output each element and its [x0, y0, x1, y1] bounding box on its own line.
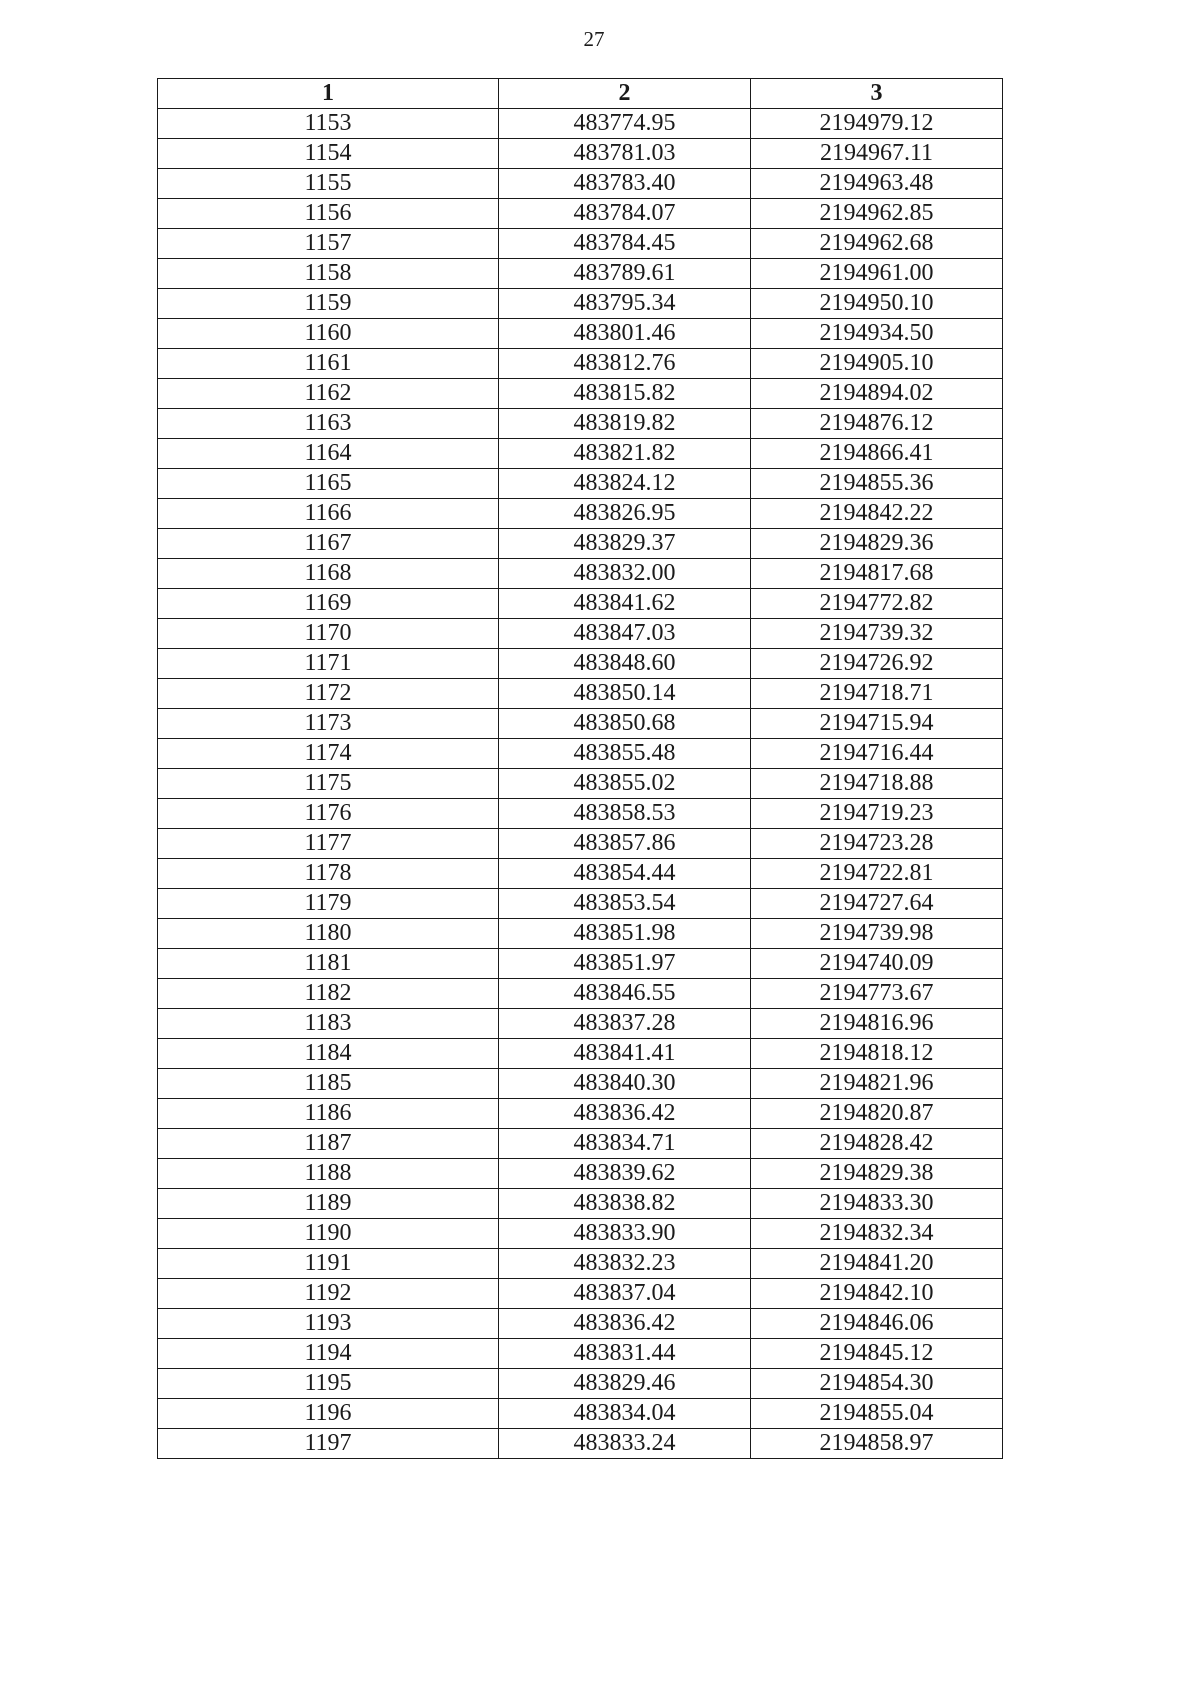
y-coordinate-cell: 2194962.85 — [751, 199, 1003, 229]
x-coordinate-cell: 483850.68 — [499, 709, 751, 739]
x-coordinate-cell: 483832.23 — [499, 1249, 751, 1279]
x-coordinate-cell: 483829.46 — [499, 1369, 751, 1399]
point-number-cell: 1176 — [158, 799, 499, 829]
y-coordinate-cell: 2194726.92 — [751, 649, 1003, 679]
table-row — [158, 1039, 1003, 1069]
x-coordinate-cell: 483832.00 — [499, 559, 751, 589]
table-row — [158, 649, 1003, 679]
x-coordinate-cell: 483829.37 — [499, 529, 751, 559]
table-row — [158, 559, 1003, 589]
y-coordinate-cell: 2194876.12 — [751, 409, 1003, 439]
x-coordinate-cell: 483846.55 — [499, 979, 751, 1009]
y-coordinate-cell: 2194739.32 — [751, 619, 1003, 649]
column-header: 3 — [751, 79, 1003, 109]
point-number-cell: 1197 — [158, 1429, 499, 1459]
point-number-cell: 1160 — [158, 319, 499, 349]
point-number-cell: 1178 — [158, 859, 499, 889]
y-coordinate-cell: 2194854.30 — [751, 1369, 1003, 1399]
x-coordinate-cell: 483833.24 — [499, 1429, 751, 1459]
x-coordinate-cell: 483801.46 — [499, 319, 751, 349]
x-coordinate-cell: 483851.97 — [499, 949, 751, 979]
x-coordinate-cell: 483833.90 — [499, 1219, 751, 1249]
point-number-cell: 1165 — [158, 469, 499, 499]
point-number-cell: 1175 — [158, 769, 499, 799]
x-coordinate-cell: 483834.71 — [499, 1129, 751, 1159]
point-number-cell: 1155 — [158, 169, 499, 199]
y-coordinate-cell: 2194979.12 — [751, 109, 1003, 139]
point-number-cell: 1179 — [158, 889, 499, 919]
table-row — [158, 829, 1003, 859]
point-number-cell: 1173 — [158, 709, 499, 739]
point-number-cell: 1167 — [158, 529, 499, 559]
point-number-cell: 1185 — [158, 1069, 499, 1099]
y-coordinate-cell: 2194829.36 — [751, 529, 1003, 559]
table-row — [158, 1279, 1003, 1309]
x-coordinate-cell: 483824.12 — [499, 469, 751, 499]
table-body — [158, 109, 1003, 1459]
y-coordinate-cell: 2194842.22 — [751, 499, 1003, 529]
x-coordinate-cell: 483837.04 — [499, 1279, 751, 1309]
y-coordinate-cell: 2194718.71 — [751, 679, 1003, 709]
y-coordinate-cell: 2194833.30 — [751, 1189, 1003, 1219]
point-number-cell: 1177 — [158, 829, 499, 859]
table-row — [158, 1369, 1003, 1399]
y-coordinate-cell: 2194832.34 — [751, 1219, 1003, 1249]
table-row — [158, 409, 1003, 439]
y-coordinate-cell: 2194773.67 — [751, 979, 1003, 1009]
y-coordinate-cell: 2194961.00 — [751, 259, 1003, 289]
x-coordinate-cell: 483821.82 — [499, 439, 751, 469]
x-coordinate-cell: 483815.82 — [499, 379, 751, 409]
y-coordinate-cell: 2194962.68 — [751, 229, 1003, 259]
table-row — [158, 349, 1003, 379]
y-coordinate-cell: 2194722.81 — [751, 859, 1003, 889]
point-number-cell: 1191 — [158, 1249, 499, 1279]
y-coordinate-cell: 2194820.87 — [751, 1099, 1003, 1129]
table-row — [158, 679, 1003, 709]
x-coordinate-cell: 483826.95 — [499, 499, 751, 529]
table-row — [158, 1189, 1003, 1219]
point-number-cell: 1154 — [158, 139, 499, 169]
table-row — [158, 379, 1003, 409]
x-coordinate-cell: 483857.86 — [499, 829, 751, 859]
point-number-cell: 1187 — [158, 1129, 499, 1159]
table-row — [158, 319, 1003, 349]
y-coordinate-cell: 2194719.23 — [751, 799, 1003, 829]
y-coordinate-cell: 2194817.68 — [751, 559, 1003, 589]
point-number-cell: 1168 — [158, 559, 499, 589]
x-coordinate-cell: 483854.44 — [499, 859, 751, 889]
x-coordinate-cell: 483834.04 — [499, 1399, 751, 1429]
point-number-cell: 1171 — [158, 649, 499, 679]
x-coordinate-cell: 483789.61 — [499, 259, 751, 289]
table-row — [158, 1219, 1003, 1249]
y-coordinate-cell: 2194772.82 — [751, 589, 1003, 619]
x-coordinate-cell: 483848.60 — [499, 649, 751, 679]
table-row — [158, 1339, 1003, 1369]
y-coordinate-cell: 2194739.98 — [751, 919, 1003, 949]
coordinates-table — [157, 78, 1003, 1459]
y-coordinate-cell: 2194967.11 — [751, 139, 1003, 169]
table-row — [158, 949, 1003, 979]
table-row — [158, 109, 1003, 139]
y-coordinate-cell: 2194866.41 — [751, 439, 1003, 469]
table-row — [158, 979, 1003, 1009]
table-row — [158, 1249, 1003, 1279]
x-coordinate-cell: 483847.03 — [499, 619, 751, 649]
point-number-cell: 1194 — [158, 1339, 499, 1369]
x-coordinate-cell: 483850.14 — [499, 679, 751, 709]
table-row — [158, 1159, 1003, 1189]
point-number-cell: 1184 — [158, 1039, 499, 1069]
point-number-cell: 1189 — [158, 1189, 499, 1219]
y-coordinate-cell: 2194846.06 — [751, 1309, 1003, 1339]
x-coordinate-cell: 483839.62 — [499, 1159, 751, 1189]
point-number-cell: 1166 — [158, 499, 499, 529]
point-number-cell: 1170 — [158, 619, 499, 649]
x-coordinate-cell: 483855.48 — [499, 739, 751, 769]
point-number-cell: 1174 — [158, 739, 499, 769]
x-coordinate-cell: 483784.45 — [499, 229, 751, 259]
table-row — [158, 739, 1003, 769]
x-coordinate-cell: 483853.54 — [499, 889, 751, 919]
point-number-cell: 1195 — [158, 1369, 499, 1399]
table-row — [158, 769, 1003, 799]
table-row — [158, 199, 1003, 229]
point-number-cell: 1193 — [158, 1309, 499, 1339]
x-coordinate-cell: 483836.42 — [499, 1099, 751, 1129]
table-row — [158, 589, 1003, 619]
x-coordinate-cell: 483840.30 — [499, 1069, 751, 1099]
point-number-cell: 1164 — [158, 439, 499, 469]
y-coordinate-cell: 2194845.12 — [751, 1339, 1003, 1369]
y-coordinate-cell: 2194855.04 — [751, 1399, 1003, 1429]
y-coordinate-cell: 2194816.96 — [751, 1009, 1003, 1039]
y-coordinate-cell: 2194727.64 — [751, 889, 1003, 919]
x-coordinate-cell: 483841.41 — [499, 1039, 751, 1069]
y-coordinate-cell: 2194950.10 — [751, 289, 1003, 319]
y-coordinate-cell: 2194828.42 — [751, 1129, 1003, 1159]
table-header-row — [158, 79, 1003, 109]
point-number-cell: 1156 — [158, 199, 499, 229]
y-coordinate-cell: 2194858.97 — [751, 1429, 1003, 1459]
y-coordinate-cell: 2194841.20 — [751, 1249, 1003, 1279]
point-number-cell: 1180 — [158, 919, 499, 949]
point-number-cell: 1183 — [158, 1009, 499, 1039]
table-row — [158, 799, 1003, 829]
y-coordinate-cell: 2194716.44 — [751, 739, 1003, 769]
y-coordinate-cell: 2194715.94 — [751, 709, 1003, 739]
x-coordinate-cell: 483819.82 — [499, 409, 751, 439]
x-coordinate-cell: 483812.76 — [499, 349, 751, 379]
table-row — [158, 1129, 1003, 1159]
x-coordinate-cell: 483858.53 — [499, 799, 751, 829]
table-row — [158, 619, 1003, 649]
table-row — [158, 919, 1003, 949]
point-number-cell: 1196 — [158, 1399, 499, 1429]
table-row — [158, 529, 1003, 559]
table-row — [158, 1309, 1003, 1339]
y-coordinate-cell: 2194723.28 — [751, 829, 1003, 859]
y-coordinate-cell: 2194963.48 — [751, 169, 1003, 199]
y-coordinate-cell: 2194718.88 — [751, 769, 1003, 799]
point-number-cell: 1186 — [158, 1099, 499, 1129]
point-number-cell: 1163 — [158, 409, 499, 439]
y-coordinate-cell: 2194740.09 — [751, 949, 1003, 979]
y-coordinate-cell: 2194829.38 — [751, 1159, 1003, 1189]
point-number-cell: 1161 — [158, 349, 499, 379]
point-number-cell: 1190 — [158, 1219, 499, 1249]
table-row — [158, 889, 1003, 919]
x-coordinate-cell: 483831.44 — [499, 1339, 751, 1369]
table-row — [158, 1399, 1003, 1429]
table-row — [158, 259, 1003, 289]
y-coordinate-cell: 2194855.36 — [751, 469, 1003, 499]
table-row — [158, 139, 1003, 169]
point-number-cell: 1188 — [158, 1159, 499, 1189]
x-coordinate-cell: 483851.98 — [499, 919, 751, 949]
point-number-cell: 1182 — [158, 979, 499, 1009]
y-coordinate-cell: 2194934.50 — [751, 319, 1003, 349]
point-number-cell: 1158 — [158, 259, 499, 289]
x-coordinate-cell: 483836.42 — [499, 1309, 751, 1339]
point-number-cell: 1172 — [158, 679, 499, 709]
table-row — [158, 1429, 1003, 1459]
y-coordinate-cell: 2194905.10 — [751, 349, 1003, 379]
x-coordinate-cell: 483837.28 — [499, 1009, 751, 1039]
point-number-cell: 1162 — [158, 379, 499, 409]
table-row — [158, 1009, 1003, 1039]
y-coordinate-cell: 2194818.12 — [751, 1039, 1003, 1069]
table-row — [158, 289, 1003, 319]
point-number-cell: 1153 — [158, 109, 499, 139]
y-coordinate-cell: 2194821.96 — [751, 1069, 1003, 1099]
x-coordinate-cell: 483783.40 — [499, 169, 751, 199]
x-coordinate-cell: 483795.34 — [499, 289, 751, 319]
table-row — [158, 229, 1003, 259]
point-number-cell: 1181 — [158, 949, 499, 979]
table-row — [158, 859, 1003, 889]
point-number-cell: 1169 — [158, 589, 499, 619]
page-number: 27 — [583, 27, 605, 51]
point-number-cell: 1157 — [158, 229, 499, 259]
point-number-cell: 1159 — [158, 289, 499, 319]
column-header: 1 — [158, 79, 499, 109]
point-number-cell: 1192 — [158, 1279, 499, 1309]
x-coordinate-cell: 483855.02 — [499, 769, 751, 799]
table-row — [158, 499, 1003, 529]
y-coordinate-cell: 2194894.02 — [751, 379, 1003, 409]
x-coordinate-cell: 483841.62 — [499, 589, 751, 619]
column-header: 2 — [499, 79, 751, 109]
table-row — [158, 439, 1003, 469]
table-row — [158, 1069, 1003, 1099]
table-row — [158, 1099, 1003, 1129]
table-row — [158, 169, 1003, 199]
x-coordinate-cell: 483781.03 — [499, 139, 751, 169]
table-row — [158, 469, 1003, 499]
x-coordinate-cell: 483838.82 — [499, 1189, 751, 1219]
table-row — [158, 709, 1003, 739]
y-coordinate-cell: 2194842.10 — [751, 1279, 1003, 1309]
x-coordinate-cell: 483784.07 — [499, 199, 751, 229]
x-coordinate-cell: 483774.95 — [499, 109, 751, 139]
